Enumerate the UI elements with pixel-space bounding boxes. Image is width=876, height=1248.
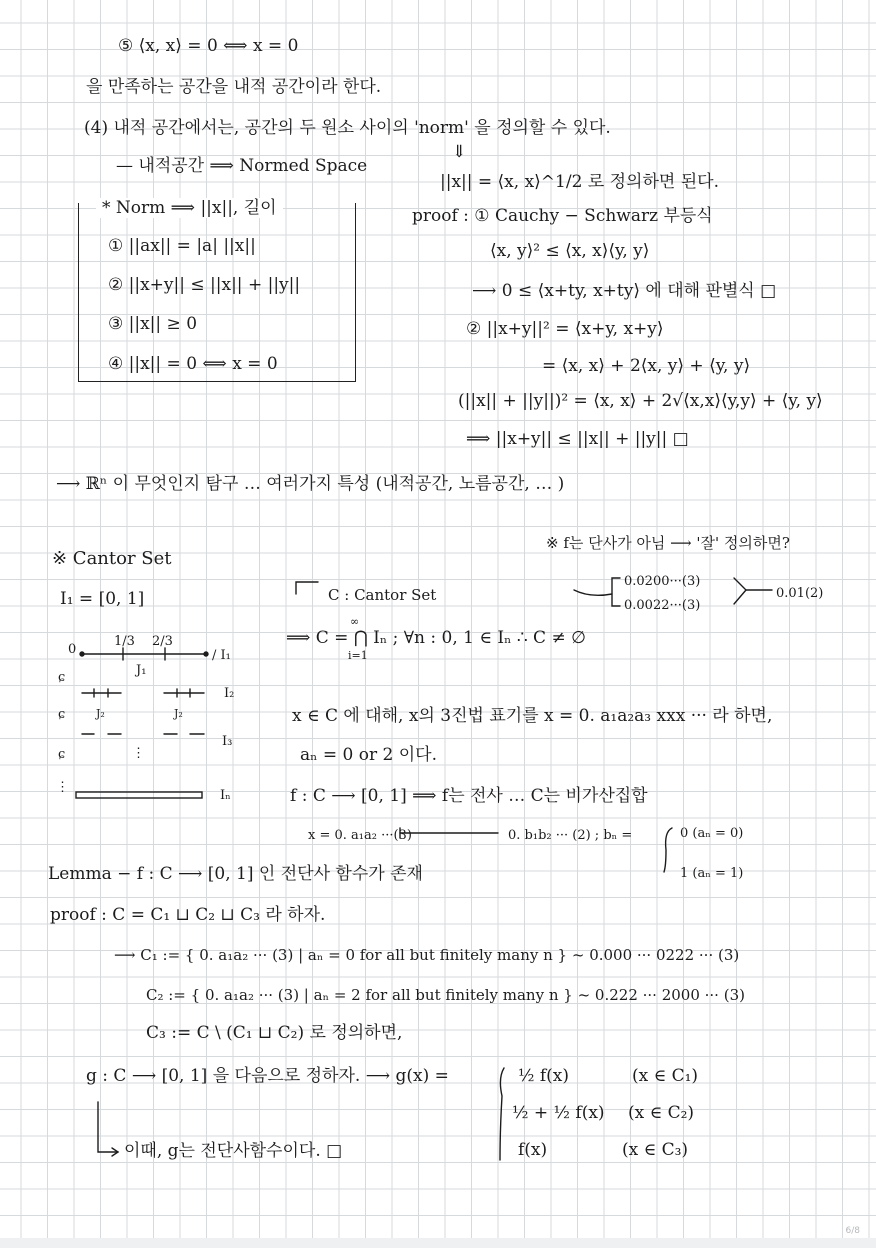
norm-property-3: ③ ||x|| ≥ 0: [108, 314, 198, 334]
g-definition-line: g : C ⟶ [0, 1] 을 다음으로 정하자. ⟶ g(x) =: [86, 1066, 449, 1086]
diagram-j2-right-label: J₂: [174, 707, 183, 720]
g-case-2-value: ½ + ½ f(x): [512, 1103, 605, 1123]
conclusion-line: 이때, g는 전단사함수이다. □: [124, 1141, 343, 1161]
axiom-5-line: ⑤ ⟨x, x⟩ = 0 ⟺ x = 0: [118, 36, 299, 56]
norm-definition-line: ||x|| = ⟨x, x⟩^1/2 로 정의하면 된다.: [440, 172, 719, 192]
discriminant-line: ⟶ 0 ≤ ⟨x+ty, x+ty⟩ 에 대해 판별식 □: [472, 281, 777, 301]
proof-2-line-a: ② ||x+y||² = ⟨x+y, x+y⟩: [466, 319, 664, 339]
dup-converge-arrow: [734, 578, 746, 604]
f-not-injective-note: ※ f는 단사가 아님 ⟶ '잘' 정의하면?: [546, 534, 790, 552]
cantor-set-label: C : Cantor Set: [328, 586, 437, 604]
diagram-curl-2: ɕ: [58, 707, 66, 722]
c1-definition: ⟶ C₁ := { 0. a₁a₂ ··· (3) | aₙ = 0 for all but finitely many n } ~ 0.000 ··· 0222 ··· (3): [114, 946, 740, 964]
g-case-2-condition: (x ∈ C₂): [628, 1103, 695, 1123]
diagram-i1-label: / I₁: [212, 648, 231, 663]
map-right-side: 0. b₁b₂ ··· (2) ; bₙ =: [508, 828, 633, 843]
proof-2-header: proof : C = C₁ ⊔ C₂ ⊔ C₃ 라 하자.: [50, 905, 326, 925]
g-cases-brace: [500, 1068, 504, 1160]
diagram-j1-label: J₁: [136, 663, 147, 678]
dup-expansion-result: 0.01(2): [776, 586, 824, 601]
down-arrow: ⇓: [452, 142, 467, 162]
map-left-side: x = 0. a₁a₂ ···(3): [308, 828, 412, 843]
point-4-line: (4) 내적 공간에서는, 공간의 두 원소 사이의 'norm' 을 정의할 수 있다.: [84, 118, 611, 138]
g-case-1-value: ½ f(x): [518, 1066, 570, 1086]
inner-product-space-definition: 을 만족하는 공간을 내적 공간이라 한다.: [86, 77, 382, 97]
bn-cases-brace: [664, 828, 672, 872]
dup-bracket: [612, 578, 620, 606]
cantor-i1-endpoint-right: [204, 652, 208, 656]
diagram-curl-1: ɕ: [58, 670, 66, 685]
norm-property-1: ① ||ax|| = |a| ||x||: [108, 236, 256, 256]
diagram-j2-left-label: J₂: [96, 707, 105, 720]
proof-1-line: proof : ① Cauchy − Schwarz 부등식: [412, 206, 713, 226]
f-surjection-line: f : C ⟶ [0, 1] ⟹ f는 전사 … C는 비가산집합: [290, 786, 648, 806]
cantor-i1-endpoint-left: [80, 652, 84, 656]
diagram-left-dots: ⋮: [56, 780, 69, 795]
g-case-3-value: f(x): [518, 1140, 548, 1160]
i1-definition: I₁ = [0, 1]: [60, 589, 145, 609]
cauchy-schwarz-inequality: ⟨x, y⟩² ≤ ⟨x, x⟩⟨y, y⟩: [490, 241, 650, 261]
bn-case-1: 1 (aₙ = 1): [680, 866, 744, 881]
rn-exploration-line: ⟶ ℝⁿ 이 무엇인지 탐구 … 여러가지 특성 (내적공간, 노름공간, … ): [56, 474, 565, 494]
diagram-i2-label: I₂: [224, 686, 235, 701]
dup-expansion-1: 0.0200···(3): [624, 574, 701, 589]
cantor-set-title: ※ Cantor Set: [52, 548, 172, 569]
cantor-set-definition: ⟹ C = ⋂ Iₙ ; ∀n : 0, 1 ∈ Iₙ ∴ C ≠ ∅: [286, 628, 586, 648]
intersection-upper-limit: ∞: [350, 615, 360, 628]
c2-definition: C₂ := { 0. a₁a₂ ··· (3) | aₙ = 2 for all but finitely many n } ~ 0.222 ··· 2000 ··· (3): [146, 986, 745, 1004]
norm-property-4: ④ ||x|| = 0 ⟺ x = 0: [108, 354, 278, 374]
diagram-two-thirds-label: 2/3: [152, 634, 173, 649]
lemma-line: Lemma − f : C ⟶ [0, 1] 인 전단사 함수가 존재: [48, 864, 423, 884]
conclusion-pointer: [98, 1102, 118, 1152]
g-case-3-condition: (x ∈ C₃): [622, 1140, 689, 1160]
diagram-vertical-dots: ⋮: [132, 746, 145, 761]
an-values-line: aₙ = 0 or 2 이다.: [300, 745, 437, 765]
dup-expansion-2: 0.0022···(3): [624, 598, 701, 613]
cantor-label-pointer: [296, 582, 318, 594]
proof-2-line-b: = ⟨x, x⟩ + 2⟨x, y⟩ + ⟨y, y⟩: [542, 356, 751, 376]
c3-definition: C₃ := C \ (C₁ ⊔ C₂) 로 정의하면,: [146, 1023, 403, 1043]
intersection-lower-limit: i=1: [348, 649, 368, 662]
bn-case-0: 0 (aₙ = 0): [680, 826, 744, 841]
diagram-in-label: Iₙ: [220, 788, 231, 803]
diagram-one-third-label: 1/3: [114, 634, 135, 649]
page-counter: 6/8: [845, 1226, 860, 1236]
ternary-expansion-line: x ∈ C 에 대해, x의 3진법 표기를 x = 0. a₁a₂a₃ xxx ··· 라 하면,: [292, 706, 773, 726]
norm-property-2: ② ||x+y|| ≤ ||x|| + ||y||: [108, 275, 301, 295]
cantor-in-box: [76, 792, 202, 798]
diagram-curl-3: ɕ: [58, 747, 66, 762]
norm-box-header: * Norm ⟹ ||x||, 길이: [96, 198, 283, 218]
proof-2-line-c: (||x|| + ||y||)² = ⟨x, x⟩ + 2√⟨x,x⟩⟨y,y⟩ + ⟨y, y⟩: [458, 391, 823, 411]
g-case-1-condition: (x ∈ C₁): [632, 1066, 699, 1086]
dup-curl-arrow: [574, 590, 612, 595]
diagram-zero-label: 0: [68, 642, 77, 657]
diagram-i3-label: I₃: [222, 734, 233, 749]
normed-space-line: — 내적공간 ⟹ Normed Space: [116, 156, 368, 176]
proof-2-line-d: ⟹ ||x+y|| ≤ ||x|| + ||y|| □: [466, 429, 689, 449]
